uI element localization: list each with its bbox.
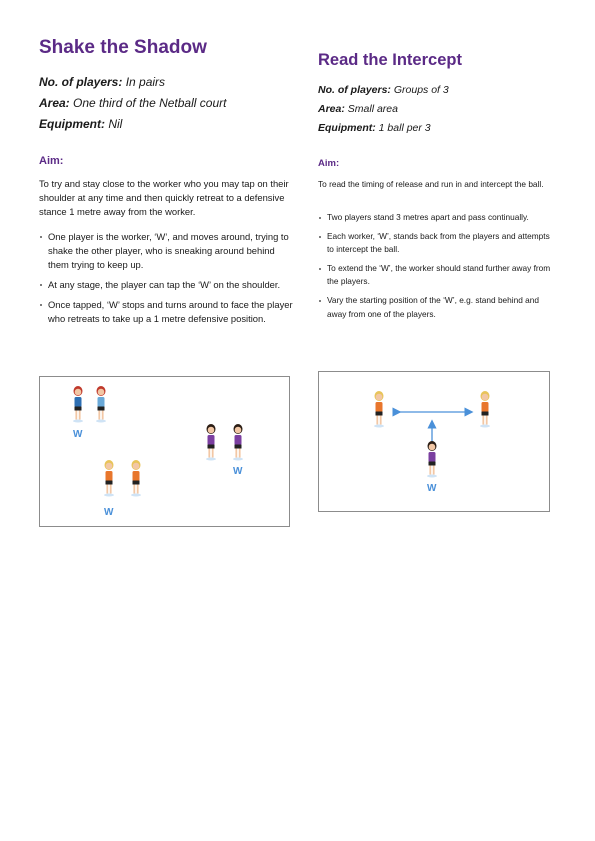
right-players-line [318, 84, 449, 96]
left-equipment-value: Nil [108, 117, 123, 131]
right-players-value: Groups of 3 [393, 84, 449, 96]
player-figure [428, 441, 437, 475]
right-equipment-line [318, 122, 431, 134]
left-equipment-label: Equipment: [39, 117, 105, 131]
worker-label: W [73, 429, 83, 440]
left-bullet-list [39, 230, 294, 332]
left-diagram [39, 376, 290, 527]
right-players-label: No. of players: [318, 84, 391, 96]
list-item: Two players stand 3 metres apart and pass continually. [318, 211, 554, 225]
player-figure [74, 386, 83, 420]
right-area-label: Area: [318, 103, 345, 115]
right-diagram-svg [319, 372, 548, 510]
right-aim-label: Aim: [318, 158, 340, 169]
player-figure [105, 460, 114, 494]
left-aim-label: Aim: [39, 155, 64, 167]
left-area-value: One third of the Netball court [73, 96, 227, 110]
list-item: Each worker, ‘W’, stands back from the players and attempts to intercept the ball. [318, 230, 554, 257]
worker-label: W [233, 466, 243, 477]
list-item: Vary the starting position of the ‘W’, e.g. stand behind and away from one of the players. [318, 294, 554, 321]
list-item: At any stage, the player can tap the ‘W’ on the shoulder. [39, 278, 294, 292]
list-item: One player is the worker, ‘W’, and moves around, trying to shake the other player, who is sneaking around behind them trying to keep up. [39, 230, 294, 272]
left-title: Shake the Shadow [39, 37, 207, 58]
list-item: Once tapped, ‘W’ stops and turns around to face the player who retreats to take up a 1 metre defensive position. [39, 298, 294, 326]
left-players-value: In pairs [125, 75, 166, 89]
player-figure [234, 424, 243, 458]
worker-label: W [104, 507, 114, 518]
player-figure [207, 424, 216, 458]
right-area-line [318, 103, 398, 115]
left-area-line [39, 96, 226, 110]
player-figure [132, 460, 141, 494]
left-players-label: No. of players: [39, 75, 123, 89]
left-players-line [39, 75, 165, 89]
left-diagram-svg [40, 377, 288, 525]
list-item: To extend the ‘W’, the worker should stand further away from the players. [318, 262, 554, 289]
player-figure [375, 391, 384, 425]
left-intro: To try and stay close to the worker who you may tap on their shoulder at any time and then quickly retreat to a defensive stance 1 metre away from the worker. [39, 178, 289, 217]
right-intro: To read the timing of release and run in and intercept the ball. [318, 179, 544, 189]
player-figure [481, 391, 490, 425]
left-area-label: Area: [39, 96, 70, 110]
left-equipment-line [39, 117, 122, 131]
right-title: Read the Intercept [318, 51, 462, 69]
worker-label: W [427, 483, 437, 494]
right-diagram [318, 371, 550, 512]
right-bullet-list [318, 211, 554, 326]
player-figure [97, 386, 106, 420]
right-equipment-value: 1 ball per 3 [378, 122, 431, 134]
right-equipment-label: Equipment: [318, 122, 376, 134]
right-area-value: Small area [347, 103, 398, 115]
